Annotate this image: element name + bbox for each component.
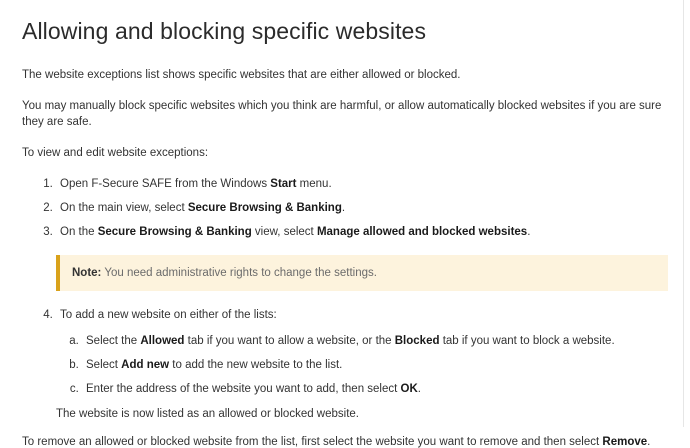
list-item: [56, 176, 668, 193]
emphasis-text: Remove: [602, 436, 648, 448]
plain-text: tab if you want to allow a website, or the: [184, 334, 395, 347]
note-label: Note:: [72, 267, 102, 280]
plain-text: to add the new website to the list.: [169, 358, 343, 371]
intro-paragraph-2: You may manually block specific websites which you think are harmful, or allow automatically blocked websites if you are sure they are safe.: [22, 99, 662, 129]
emphasis-text: Secure Browsing & Banking: [187, 201, 342, 214]
emphasis-text: Blocked: [394, 334, 440, 347]
plain-text: On the main view, select: [60, 201, 188, 214]
plain-text: On the: [60, 226, 98, 239]
list-item: [56, 307, 668, 398]
plain-text: tab if you want to block a website.: [439, 334, 615, 347]
emphasis-text: Add new: [121, 358, 170, 371]
plain-text: Enter the address of the website you want to add, then select: [86, 383, 401, 396]
list-item: [56, 200, 668, 217]
closing-paragraph: [22, 436, 668, 448]
plain-text: .: [647, 436, 651, 448]
page-right-margin: [683, 0, 690, 427]
steps-list: [22, 176, 668, 242]
substeps-list: [60, 333, 668, 399]
intro-paragraph-1: The website exceptions list shows specific websites that are either allowed or blocked.: [22, 69, 461, 81]
note-text: You need administrative rights to change the settings.: [101, 267, 377, 280]
steps-list-continued: [22, 307, 668, 398]
emphasis-text: OK: [400, 383, 418, 396]
step4-text: To add a new website on either of the lists:: [60, 309, 277, 322]
intro-paragraph-3: To view and edit website exceptions:: [22, 147, 209, 160]
list-item: [82, 381, 668, 398]
plain-text: .: [417, 383, 421, 396]
note-callout: [56, 255, 668, 291]
list-item: [82, 357, 668, 374]
plain-text: Select the: [86, 334, 141, 347]
plain-text: .: [341, 201, 346, 214]
list-item: [56, 224, 668, 241]
page-left-margin: [0, 0, 6, 427]
plain-text: Select: [86, 358, 122, 371]
emphasis-text: Allowed: [140, 334, 185, 347]
plain-text: To remove an allowed or blocked website from the list, first select the website you want to remove and then select: [22, 436, 603, 448]
emphasis-text: Secure Browsing & Banking: [97, 226, 252, 239]
emphasis-text: Manage allowed and blocked websites: [316, 226, 528, 239]
plain-text: .: [527, 226, 531, 239]
plain-text: Open F-Secure SAFE from the Windows: [60, 177, 271, 190]
list-item: [82, 333, 668, 350]
page-title: Allowing and blocking specific websites: [22, 18, 427, 44]
plain-text: menu.: [296, 177, 332, 190]
result-text: The website is now listed as an allowed or blocked website.: [56, 408, 359, 421]
plain-text: view, select: [251, 226, 317, 239]
emphasis-text: Start: [270, 177, 297, 190]
